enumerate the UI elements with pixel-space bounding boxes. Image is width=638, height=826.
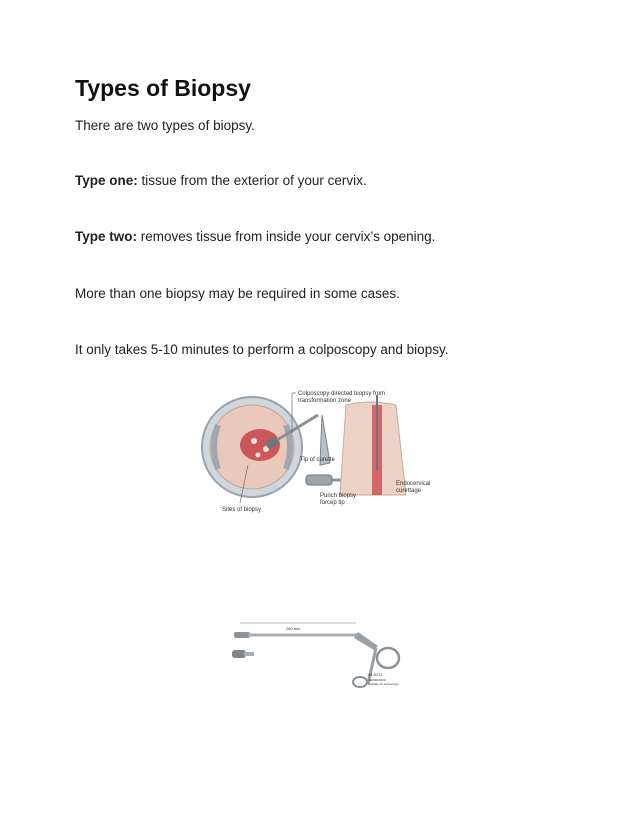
biopsy-site bbox=[256, 453, 261, 458]
type-one-text: tissue from the exterior of your cervix. bbox=[137, 173, 367, 188]
label-endocervical: Endocervical bbox=[396, 481, 431, 487]
product-code: 44-0231 bbox=[368, 672, 383, 677]
label-tip-curette: Tip of curette bbox=[300, 457, 335, 463]
page-title: Types of Biopsy bbox=[75, 75, 251, 101]
label-colposcopy: Colposcopy directed biopsy from bbox=[298, 391, 386, 397]
biopsy-sites-illustration bbox=[200, 385, 435, 517]
biopsy-forceps-photo bbox=[228, 618, 412, 692]
measure-label: 260 mm bbox=[286, 626, 301, 631]
product-code-sub-2: Suitable for endoscopy bbox=[368, 682, 399, 686]
label-endocervical-2: curettage bbox=[396, 488, 422, 494]
type-two-paragraph bbox=[75, 229, 435, 244]
type-one-paragraph bbox=[75, 173, 367, 188]
biopsy-site bbox=[251, 438, 257, 444]
label-punch-2: forcep tip bbox=[320, 500, 345, 506]
label-punch: Punch biopsy bbox=[320, 493, 357, 499]
intro-text: There are two types of biopsy. bbox=[75, 118, 255, 133]
forceps-tip-detail bbox=[232, 650, 254, 658]
type-one-label: Type one: bbox=[75, 173, 138, 188]
product-code-sub-1: CE00000000 bbox=[368, 678, 386, 682]
label-colposcopy-2: transformation zone bbox=[298, 398, 352, 404]
type-two-text: removes tissue from inside your cervix’s opening. bbox=[137, 229, 436, 244]
type-two-label: Type two: bbox=[75, 229, 137, 244]
label-sites: Sites of biopsy bbox=[222, 507, 262, 513]
multiple-biopsy-note: More than one biopsy may be required in some cases. bbox=[75, 286, 400, 301]
duration-note: It only takes 5-10 minutes to perform a colposcopy and biopsy. bbox=[75, 342, 449, 357]
